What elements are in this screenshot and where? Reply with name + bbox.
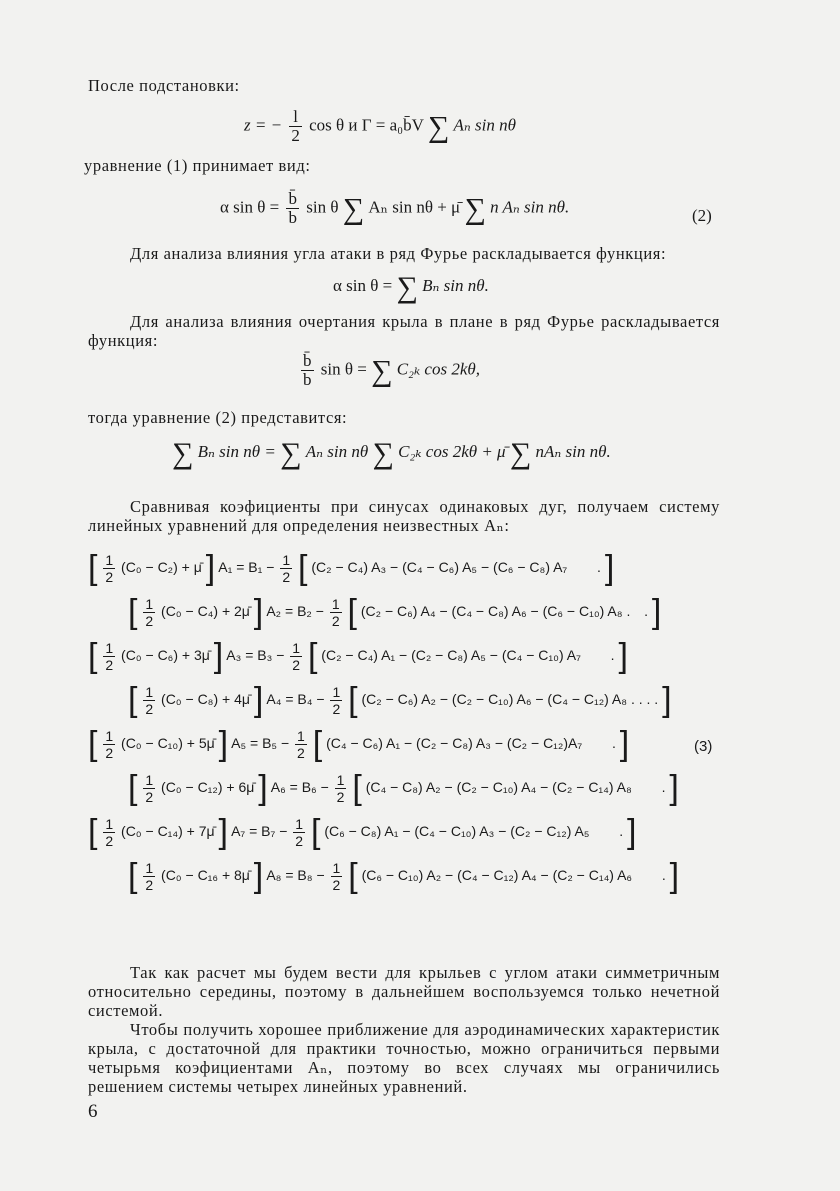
fraction-denominator: 2 — [105, 657, 114, 673]
row-rhs: (C₆ − C₈) A₁ − (C₄ − C₁₀) A₃ − (C₂ − C₁₂) A₅ — [324, 823, 590, 840]
fraction-one-half — [103, 552, 115, 585]
fraction-l-over-2 — [289, 108, 302, 145]
fraction-one-half — [143, 684, 155, 717]
bracket-open-icon: [ — [352, 769, 362, 808]
row-lhs: (C₀ − C₁₂) + 6μ̄ — [161, 779, 255, 796]
row-end: . — [610, 647, 615, 664]
fraction-denominator: 2 — [297, 745, 305, 761]
bracket-open-icon: [ — [88, 549, 98, 588]
sum-symbol-icon: ∑ — [464, 192, 486, 226]
fraction-one-half — [330, 596, 342, 629]
eq-combined-a: Bₙ sin nθ = — [197, 442, 276, 461]
fraction-one-half — [280, 552, 292, 585]
fraction-denominator: 2 — [292, 657, 301, 673]
paragraph-symmetric: Так как расчет мы будем вести для крыльев с углом атаки симметричным относительно середины, поэтому в дальнейшем воспользуемся только нечетной системой. — [88, 963, 720, 1020]
system-row-3 — [88, 637, 628, 676]
fraction-one-half — [103, 640, 115, 673]
bracket-open-icon: [ — [348, 681, 358, 720]
bracket-open-icon: [ — [307, 637, 318, 676]
row-rhs: (C₂ − C₄) A₁ − (C₂ − C₈) A₅ − (C₄ − C₁₀) A₇ — [321, 647, 581, 664]
fraction-numerator: 1 — [105, 640, 114, 656]
eq-sub-rest: cos θ и Γ = a₀b̄V — [309, 115, 424, 135]
fraction-denominator: 2 — [295, 833, 304, 849]
fraction-numerator: 1 — [145, 860, 154, 876]
bracket-close-icon: ] — [627, 813, 637, 852]
sum-symbol-icon: ∑ — [396, 271, 418, 304]
fraction-one-half — [295, 728, 307, 761]
bracket-open-icon: [ — [88, 637, 98, 676]
system-row-7 — [88, 813, 637, 852]
row-mid: A₃ = B₃ − — [226, 647, 285, 664]
fraction-denominator: 2 — [331, 613, 340, 629]
equation-fourier-alpha — [333, 271, 489, 304]
fraction-numerator: 1 — [297, 728, 305, 744]
bracket-open-icon: [ — [298, 549, 308, 588]
eq2-part-c: Aₙ sin nθ + μ̄ — [368, 197, 461, 217]
fraction-one-half — [103, 728, 115, 761]
fraction-numerator: 1 — [282, 552, 291, 568]
bracket-close-icon: ] — [258, 769, 268, 808]
equation-number-3: (3) — [694, 738, 713, 755]
bracket-open-icon: [ — [347, 593, 357, 632]
fraction-numerator: 1 — [145, 596, 154, 612]
equation-fourier-chord — [298, 352, 480, 389]
eq-sub-sumterm: Aₙ sin nθ — [453, 115, 516, 135]
bracket-close-icon: ] — [651, 593, 662, 632]
sum-symbol-icon: ∑ — [371, 354, 393, 388]
row-rhs: (C₄ − C₈) A₂ − (C₂ − C₁₀) A₄ − (C₂ − C₁₄) A₈ — [365, 779, 632, 796]
fraction-denominator: 2 — [282, 569, 291, 585]
fraction-numerator: l — [289, 108, 302, 127]
bracket-close-icon: ] — [213, 637, 224, 676]
paragraph-equation-1: уравнение (1) принимает вид: — [84, 156, 311, 175]
row-mid: A₁ = B₁ − — [218, 559, 275, 576]
eq2-part-a: α sin θ = — [220, 197, 280, 217]
fraction-one-half — [330, 684, 342, 717]
fraction-denominator: 2 — [105, 569, 114, 585]
equation-2 — [220, 190, 569, 227]
bracket-open-icon: [ — [310, 813, 321, 852]
bracket-close-icon: ] — [218, 813, 228, 852]
eq-combined-c: C₂ₖ cos 2kθ + μ̄ — [398, 442, 506, 461]
fraction-numerator: 1 — [331, 596, 340, 612]
row-end: . — [661, 779, 666, 796]
bracket-open-icon: [ — [128, 857, 138, 896]
eq-fourier1-b: Bₙ sin nθ. — [422, 276, 489, 295]
fraction-denominator: 2 — [291, 126, 300, 145]
row-mid: A₆ = B₆ − — [270, 779, 329, 796]
fraction-denominator: 2 — [145, 877, 154, 893]
system-row-8 — [128, 857, 680, 896]
fraction-numerator: 1 — [332, 684, 341, 700]
row-lhs: (C₀ − C₈) + 4μ̄ — [161, 691, 250, 708]
row-mid: A₄ = B₄ − — [266, 691, 325, 708]
row-mid: A₈ = B₈ − — [266, 867, 325, 884]
fraction-one-half — [335, 772, 347, 805]
eq-combined-d: nAₙ sin nθ. — [535, 442, 611, 461]
bracket-close-icon: ] — [253, 681, 264, 720]
fraction-numerator: 1 — [145, 772, 154, 788]
bracket-close-icon: ] — [253, 857, 264, 896]
sum-symbol-icon: ∑ — [280, 437, 302, 470]
eq-combined-b: Aₙ sin nθ — [305, 442, 369, 461]
fraction-numerator: 1 — [295, 816, 304, 832]
row-lhs: (C₀ − C₁₄) + 7μ̄ — [121, 823, 215, 840]
fraction-denominator: 2 — [145, 613, 154, 629]
bracket-open-icon: [ — [312, 725, 323, 764]
fraction-one-half — [143, 596, 155, 629]
eq2-part-b: sin θ — [306, 197, 339, 217]
fraction-denominator: 2 — [332, 877, 341, 893]
fraction-numerator: b̄ — [288, 189, 297, 208]
row-lhs: (C₀ − C₄) + 2μ̄ — [161, 603, 250, 620]
fraction-one-half — [293, 816, 305, 849]
system-row-4 — [128, 681, 672, 720]
row-end: . — [661, 867, 666, 884]
row-rhs: (C₂ − C₆) A₂ − (C₂ − C₁₀) A₆ − (C₄ − C₁₂) A₈ . . . . — [361, 691, 659, 708]
page-number: 6 — [88, 1101, 98, 1122]
row-mid: A₅ = B₅ − — [231, 735, 290, 752]
fraction-denominator: 2 — [145, 701, 154, 717]
fraction-numerator: 1 — [105, 816, 114, 832]
paragraph-wing-planform: Для анализа влияния очертания крыла в плане в ряд Фурье раскладывается функция: — [88, 312, 720, 350]
sum-symbol-icon: ∑ — [342, 192, 365, 226]
paragraph-approximation: Чтобы получить хорошее приближение для аэродинамических характеристик крыла, с достаточной для практики точностью, можно ограничиться первыми четырьмя коэфициентами Aₙ, поэтому во всех случаях мы ограничились решением системы четырех линейных уравнений. — [88, 1020, 720, 1096]
row-rhs: (C₆ − C₁₀) A₂ − (C₄ − C₁₂) A₄ − (C₂ − C₁₄) A₆ — [361, 867, 633, 884]
fraction-b-bar-over-b — [301, 352, 314, 389]
bracket-close-icon: ] — [619, 725, 630, 764]
bracket-close-icon: ] — [253, 593, 264, 632]
sum-symbol-icon: ∑ — [172, 437, 194, 470]
system-row-2 — [128, 593, 662, 632]
bracket-close-icon: ] — [669, 857, 680, 896]
row-lhs: (C₀ − C₁₀) + 5μ̄ — [121, 735, 215, 752]
paragraph-system-intro: Сравнивая коэфициенты при синусах одинаковых дуг, получаем систему линейных уравнений для определения неизвестных Aₙ: — [88, 497, 720, 535]
eq-fourier1-a: α sin θ = — [333, 276, 393, 295]
eq-fourier2-a: sin θ = — [320, 359, 367, 379]
bracket-open-icon: [ — [128, 769, 138, 808]
fraction-numerator: 1 — [145, 684, 154, 700]
fraction-one-half — [143, 772, 155, 805]
equation-substitution — [244, 108, 516, 145]
bracket-close-icon: ] — [662, 681, 672, 720]
system-row-1 — [88, 549, 615, 588]
bracket-close-icon: ] — [205, 549, 216, 588]
bracket-open-icon: [ — [128, 681, 138, 720]
paragraph-angle-of-attack: Для анализа влияния угла атаки в ряд Фурье раскладывается функция: — [130, 244, 667, 263]
eq-sub-lhs: z = − — [244, 115, 283, 135]
sum-symbol-icon: ∑ — [372, 437, 394, 470]
row-lhs: (C₀ − C₆) + 3μ̄ — [121, 647, 210, 664]
fraction-one-half — [103, 816, 115, 849]
bracket-open-icon: [ — [128, 593, 138, 632]
system-row-6 — [128, 769, 679, 808]
fraction-numerator: 1 — [292, 640, 301, 656]
sum-symbol-icon: ∑ — [509, 437, 532, 470]
row-lhs: (C₀ − C₁₆ + 8μ̄ — [161, 867, 250, 884]
row-end: . — [597, 559, 601, 576]
fraction-numerator: 1 — [105, 552, 114, 568]
bracket-close-icon: ] — [669, 769, 679, 808]
fraction-denominator: b — [288, 208, 297, 227]
system-row-5 — [88, 725, 630, 764]
bracket-open-icon: [ — [88, 813, 98, 852]
fraction-denominator: 2 — [336, 789, 345, 805]
equation-number-2: (2) — [692, 206, 712, 225]
eq-fourier2-b: C₂ₖ cos 2kθ, — [396, 359, 480, 379]
row-mid: A₂ = B₂ − — [266, 603, 324, 620]
fraction-denominator: 2 — [332, 701, 341, 717]
row-rhs: (C₂ − C₄) A₃ − (C₄ − C₆) A₅ − (C₆ − C₈) A₇ — [311, 559, 568, 576]
fraction-numerator: 1 — [332, 860, 341, 876]
row-end: . — [619, 823, 624, 840]
fraction-denominator: 2 — [105, 833, 114, 849]
fraction-numerator: 1 — [336, 772, 345, 788]
fraction-numerator: b̄ — [303, 351, 312, 370]
bracket-close-icon: ] — [604, 549, 615, 588]
eq2-part-d: n Aₙ sin nθ. — [490, 197, 570, 217]
fraction-one-half — [290, 640, 302, 673]
fraction-numerator: 1 — [105, 728, 114, 744]
sum-symbol-icon: ∑ — [427, 110, 450, 144]
paragraph-intro: После подстановки: — [88, 76, 240, 95]
row-mid: A₇ = B₇ − — [231, 823, 288, 840]
row-end: . — [644, 603, 649, 620]
bracket-close-icon: ] — [618, 637, 628, 676]
fraction-denominator: b — [303, 370, 312, 389]
bracket-close-icon: ] — [218, 725, 229, 764]
row-rhs: (C₄ − C₆) A₁ − (C₂ − C₈) A₃ − (C₂ − C₁₂)A₇ — [326, 735, 583, 752]
fraction-b-bar-over-b — [286, 190, 299, 227]
bracket-open-icon: [ — [348, 857, 358, 896]
fraction-one-half — [143, 860, 155, 893]
fraction-denominator: 2 — [105, 745, 114, 761]
row-lhs: (C₀ − C₂) + μ̄ — [121, 559, 202, 576]
paragraph-then: тогда уравнение (2) представится: — [88, 408, 348, 427]
fraction-denominator: 2 — [145, 789, 154, 805]
equation-combined — [172, 437, 611, 470]
fraction-one-half — [331, 860, 343, 893]
bracket-open-icon: [ — [88, 725, 98, 764]
row-end: . — [611, 735, 616, 752]
row-rhs: (C₂ − C₆) A₄ − (C₄ − C₈) A₆ − (C₆ − C₁₀) A₈ . — [360, 603, 631, 620]
